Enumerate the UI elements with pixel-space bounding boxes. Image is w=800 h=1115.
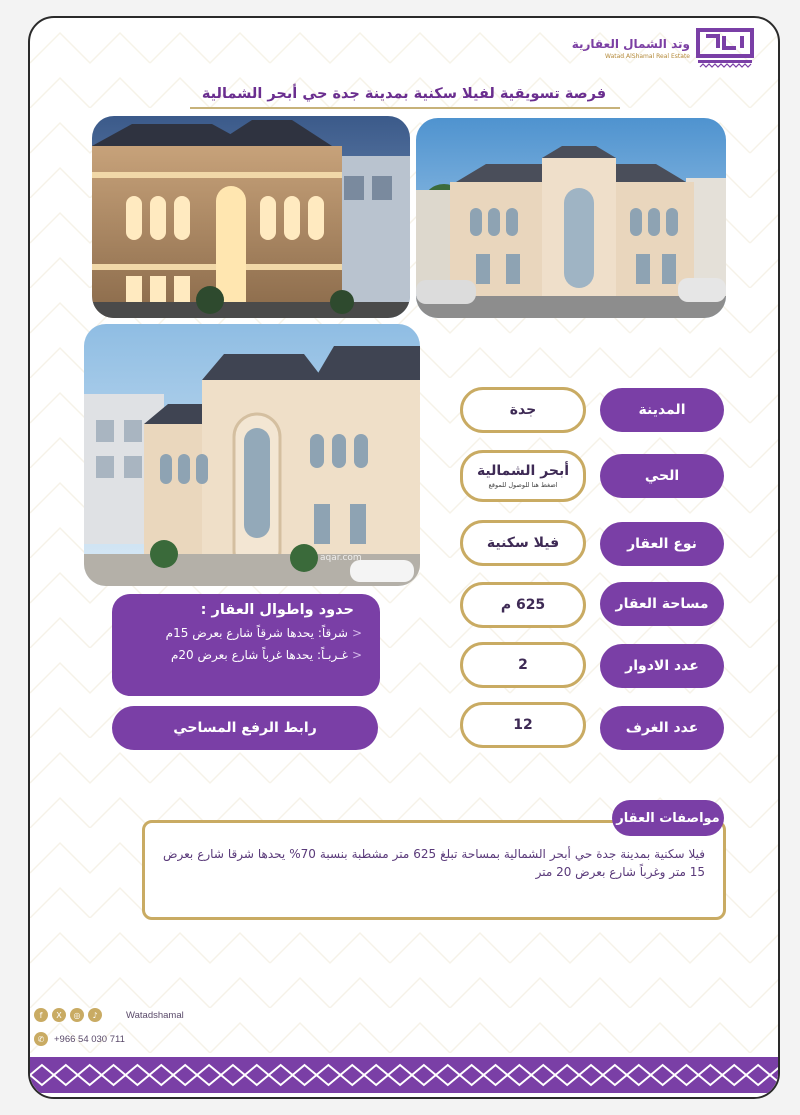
bounds-title: حدود واطوال العقار : <box>200 602 354 618</box>
survey-link-button[interactable]: رابط الرفع المساحي <box>112 706 378 750</box>
whatsapp-icon[interactable]: ✆ <box>34 1032 48 1046</box>
value-rooms-text: 12 <box>513 717 533 733</box>
property-bounds-box <box>112 594 380 696</box>
tiktok-icon[interactable]: ♪ <box>88 1008 102 1022</box>
phone-row <box>34 1032 125 1046</box>
value-city-text: جدة <box>509 402 537 418</box>
page-title: فرصة تسويقية لفيلا سكنية بمدينة جدة حي أبحر الشمالية <box>201 86 607 102</box>
decorative-band <box>30 1053 778 1097</box>
brand-logo <box>572 28 754 70</box>
value-type <box>460 520 586 566</box>
label-district: الحي <box>600 454 724 498</box>
flyer-card <box>28 16 780 1099</box>
chevron-left-icon: < <box>351 648 362 662</box>
bounds-east: شرقاً: يحدها شرقاً شارع بعرض 15م <box>165 626 348 640</box>
villa-photo-night <box>92 116 410 318</box>
instagram-icon[interactable]: ◎ <box>70 1008 84 1022</box>
value-district-link[interactable] <box>460 450 586 502</box>
label-floors: عدد الادوار <box>600 644 724 688</box>
chevron-left-icon: < <box>351 626 362 640</box>
brand-mark-icon <box>696 28 754 70</box>
value-area-text: 625 م <box>500 597 546 613</box>
social-handle[interactable]: Watadshamal <box>126 1010 184 1021</box>
social-icons <box>34 1008 102 1022</box>
value-floors <box>460 642 586 688</box>
photo-watermark: aqar.com <box>320 553 362 563</box>
label-city: المدينة <box>600 388 724 432</box>
specs-label: مواصفات العقار <box>612 800 724 836</box>
bounds-west: غـربـاً: يحدها غرباً شارع بعرض 20م <box>170 648 348 662</box>
x-icon[interactable]: X <box>52 1008 66 1022</box>
title-underline <box>190 107 620 109</box>
label-type: نوع العقار <box>600 522 724 566</box>
brand-name-en: Watad AlShamal Real Estate <box>605 53 690 60</box>
label-rooms: عدد الغرف <box>600 706 724 750</box>
specs-text: فيلا سكنية بمدينة جدة حي أبحر الشمالية بمساحة تبلغ 625 متر مشطبة بنسبة 70% يحدها شرقا شارع بعرض 15 متر وغرباً شارع بعرض 20 متر <box>163 847 706 879</box>
villa-photo-front <box>416 118 726 318</box>
brand-name-ar: وتد الشمال العقارية <box>571 37 690 51</box>
villa-photo-side <box>84 324 420 586</box>
value-district-text: أبحر الشمالية <box>476 463 570 479</box>
value-type-text: فيلا سكنية <box>486 535 560 551</box>
district-location-hint: اضغط هنا للوصول للموقع <box>488 481 558 489</box>
facebook-icon[interactable]: f <box>34 1008 48 1022</box>
value-rooms <box>460 702 586 748</box>
phone-number[interactable]: +966 54 030 711 <box>54 1033 125 1045</box>
value-area <box>460 582 586 628</box>
value-floors-text: 2 <box>518 657 528 673</box>
label-area: مساحة العقار <box>600 582 724 626</box>
value-city <box>460 387 586 433</box>
